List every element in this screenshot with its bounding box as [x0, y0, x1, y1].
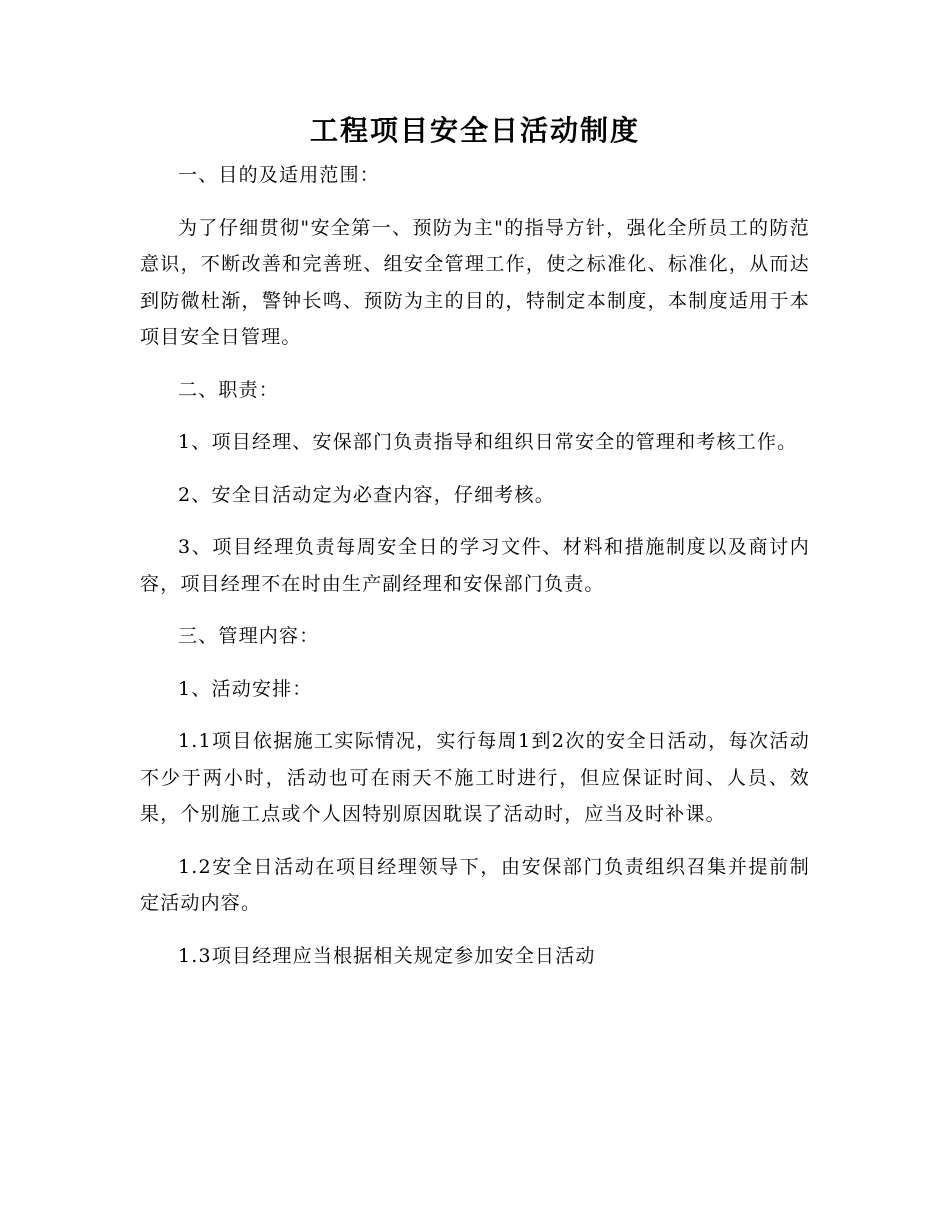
document-title: 工程项目安全日活动制度	[309, 114, 640, 147]
paragraph-item-1-3: 1.3项目经理应当根据相关规定参加安全日活动	[178, 944, 596, 967]
paragraph-responsibility-1: 1、项目经理、安保部门负责指导和组织日常安全的管理和考核工作。	[178, 431, 798, 453]
section-heading-purpose: 一、目的及适用范围：	[178, 164, 381, 186]
paragraph-item-1-2: 1.2安全日活动在项目经理领导下，由安保部门负责组织召集并提前制定活动内容。	[140, 855, 810, 914]
section-heading-management: 三、管理内容：	[178, 625, 320, 647]
subsection-heading-activities: 1、活动安排：	[178, 677, 313, 700]
paragraph-responsibility-3: 3、项目经理负责每周安全日的学习文件、材料和措施制度以及商讨内容，项目经理不在时由生产副经理和安保部门负责。	[140, 536, 810, 595]
section-heading-responsibilities: 二、职责：	[178, 378, 280, 401]
paragraph-purpose-body: 为了仔细贯彻"安全第一、预防为主"的指导方针，强化全所员工的防范意识，不断改善和完善班、组安全管理工作，使之标准化、标准化，从而达到防微杜渐，警钟长鸣、预防为主的目的，特制定本制度，本制度适用于本项目安全日管理。	[140, 216, 810, 348]
paragraph-responsibility-2: 2、安全日活动定为必查内容，仔细考核。	[178, 483, 555, 506]
paragraph-item-1-1: 1.1项目依据施工实际情况，实行每周1到2次的安全日活动，每次活动不少于两小时，活动也可在雨天不施工时进行，但应保证时间、人员、效果，个别施工点或个人因特别原因耽误了活动时，应当及时补课。	[140, 730, 810, 825]
